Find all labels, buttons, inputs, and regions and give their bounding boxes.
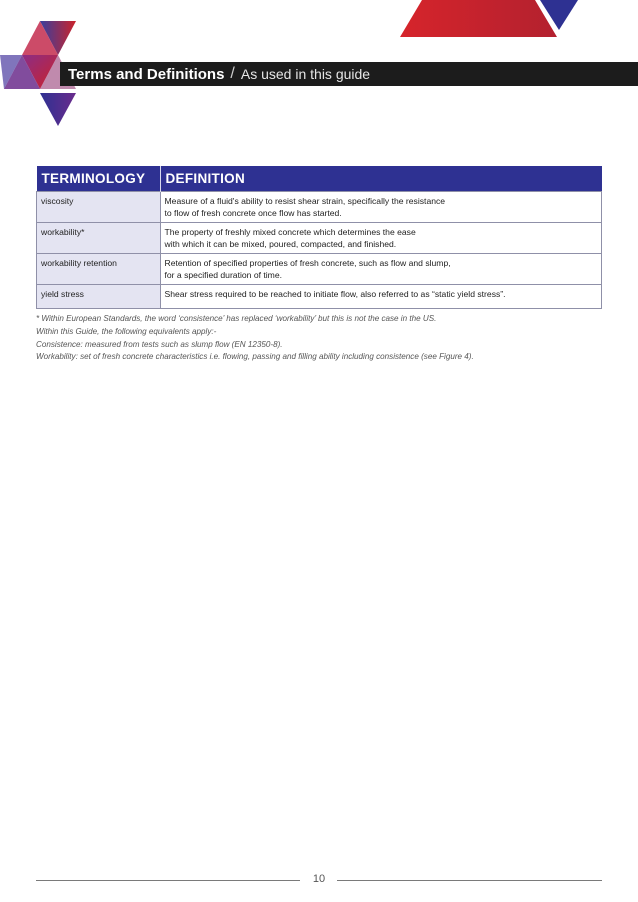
footnote-line: Within this Guide, the following equivalents apply:- xyxy=(36,326,217,336)
definition-cell xyxy=(160,254,602,285)
terms-table xyxy=(36,166,602,309)
term-cell: viscosity xyxy=(37,192,161,223)
definition-line: Shear stress required to be reached to initiate flow, also referred to as “static yield stress”. xyxy=(164,289,506,299)
definition-cell xyxy=(160,192,602,223)
definition-line: for a specified duration of time. xyxy=(164,270,283,280)
term-cell: workability* xyxy=(37,223,161,254)
definition-cell xyxy=(160,223,602,254)
definition-cell xyxy=(160,285,602,309)
definition-line: Retention of specified properties of fresh concrete, such as flow and slump, xyxy=(164,258,451,268)
footnotes xyxy=(36,313,606,364)
footnote-line: Consistence: measured from tests such as slump flow (EN 12350-8). xyxy=(36,339,283,349)
page-number: 10 xyxy=(312,873,326,885)
table-row xyxy=(37,192,602,223)
definition-line: Measure of a fluid's ability to resist shear strain, specifically the resistance xyxy=(164,196,446,206)
table-header-row xyxy=(37,166,602,192)
column-header-terminology: TERMINOLOGY xyxy=(37,166,161,192)
footnote-line: * Within European Standards, the word ‘consistence’ has replaced ‘workability’ but this is not the case in the US. xyxy=(36,314,437,323)
footer-rule-right xyxy=(337,880,602,881)
title-separator: / xyxy=(230,65,235,82)
footnote-line: Workability: set of fresh concrete characteristics i.e. flowing, passing and filling ability including consistence (see Figure 4). xyxy=(36,352,474,362)
table-row xyxy=(37,254,602,285)
footer-rule-left xyxy=(36,880,300,881)
definition-line: The property of freshly mixed concrete which determines the ease xyxy=(164,227,416,237)
section-title: Terms and Definitions xyxy=(68,65,225,83)
definition-line: with which it can be mixed, poured, compacted, and finished. xyxy=(164,239,397,249)
column-header-definition: DEFINITION xyxy=(160,166,602,192)
term-cell: workability retention xyxy=(37,254,161,285)
table-row xyxy=(37,223,602,254)
section-header-bar xyxy=(60,62,638,86)
table-row xyxy=(37,285,602,309)
section-subtitle: As used in this guide xyxy=(240,66,371,82)
term-cell: yield stress xyxy=(37,285,161,309)
definition-line: to flow of fresh concrete once flow has started. xyxy=(164,208,342,218)
decorative-triangles-right xyxy=(400,0,580,40)
